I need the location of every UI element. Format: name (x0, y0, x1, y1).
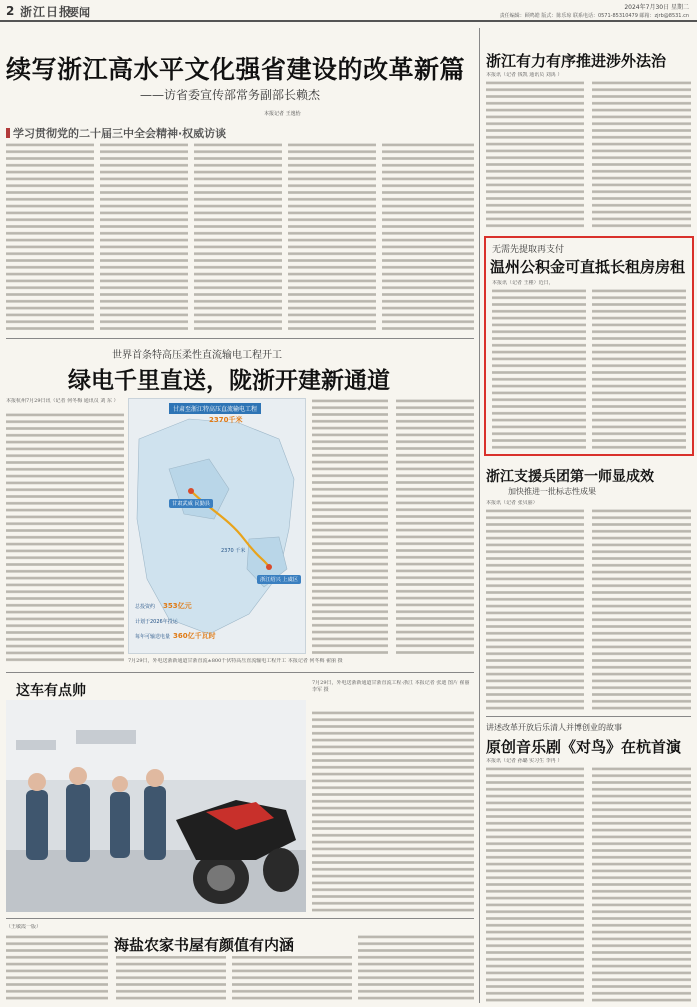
legend-transmission-label: 每年可输送电量 (135, 634, 171, 640)
lead-byline: 本报记者 王逸怡 (264, 111, 301, 117)
page-number: 2 (6, 4, 15, 18)
map-title: 甘肃至浙江特高压直流输电工程 (169, 403, 261, 414)
bottom-byline: （王敏霞一版） (6, 924, 42, 930)
grid-headline: 绿电千里直送，陇浙开建新通道 (68, 367, 390, 394)
map-legend (135, 599, 265, 645)
grid-dateline: 本报杭州7月29日讯（记者 何冬梅 通讯员 刘 东 ） (6, 398, 119, 404)
farm-caption: 7月29日，外电送浙新通道甘浙直流工程·浙江 本报记者 张迪 图片 翟丽 李军 摄 (312, 680, 470, 693)
issue-date: 2024年7月30日 星期二 (624, 4, 689, 11)
lead-subheadline: ——访省委宣传部常务副部长赖杰 (140, 88, 321, 102)
xinjiang-body (486, 508, 691, 712)
grid-body-left (6, 412, 124, 662)
farm-divider (6, 918, 474, 919)
grid-footer: 7月29日，外电送浙新通道甘浙直流±800千伏特高压直流输电工程开工 本报记者 何冬梅 翟丽 摄 (128, 658, 343, 664)
xinjiang-headline: 浙江支援兵团第一师显成效 (486, 469, 654, 485)
housing-fund-kicker: 无需先提取再支付 (492, 245, 565, 255)
section-name: 要闻 (68, 6, 90, 19)
grid-kicker: 世界首条特高压柔性直流输电工程开工 (112, 350, 282, 361)
legend-operation-label: 计划于2026年投运 (135, 619, 178, 625)
grid-body-right (312, 398, 474, 654)
editor-credits: 责任编辑：顾鸣皓 版式：陈乐琼 联系电话：0571-85310479 邮箱：zjrb@8531.cn (499, 13, 689, 19)
opera-headline: 原创音乐剧《对鸟》在杭首演 (486, 738, 682, 756)
lead-divider (6, 338, 474, 339)
map-distance-route: 2370 千米 (221, 548, 246, 554)
motorcycle-photo (6, 700, 306, 912)
legend-investment-label: 总投资约 (135, 604, 156, 610)
right-top-byline: 本报讯（记者 钱凯 通讯员 刘禹 ） (486, 72, 563, 78)
bottom-body-text (6, 934, 474, 1002)
paper-name: 浙江日报 (20, 5, 73, 19)
xinjiang-subheadline: 加快推进一批标志性成果 (508, 487, 596, 496)
bottom-headline: 海盐农家书屋有颜值有内涵 (114, 936, 295, 954)
map-distance-top: 2370千米 (209, 416, 243, 424)
lead-headline: 续写浙江高水平文化强省建设的改革新篇 (6, 55, 466, 84)
lead-body-text (6, 142, 474, 330)
farm-headline: 这车有点帅 (16, 683, 86, 699)
opera-body (486, 766, 691, 1002)
right-top-body (486, 80, 691, 230)
power-line-map (128, 398, 306, 654)
housing-fund-headline: 温州公积金可直抵长租房房租 (490, 258, 686, 276)
legend-investment-value: 353亿元 (163, 602, 192, 610)
right-mid-divider (486, 716, 691, 717)
masthead (0, 0, 697, 22)
map-label-destination: 浙江绍兴 上虞区 (257, 575, 301, 584)
opera-kicker: 讲述改革开放后乐清人并博创业的故事 (486, 723, 622, 732)
lead-section-tag: 学习贯彻党的二十届三中全会精神·权威访谈 (6, 125, 226, 141)
right-top-headline: 浙江有力有序推进涉外法治 (486, 52, 667, 70)
right-column-rule (479, 28, 480, 1003)
farm-photo (6, 700, 306, 912)
map-label-origin: 甘肃武威 民勤县 (169, 499, 213, 508)
legend-transmission-value: 360亿千瓦时 (173, 632, 216, 640)
farm-body-text (312, 710, 474, 912)
opera-byline: 本报讯（记者 孙璐 实习生 李冉 ） (486, 758, 563, 764)
grid-divider (6, 672, 474, 673)
xinjiang-byline: 本报讯（记者 张贝丽） (486, 500, 538, 506)
housing-fund-byline: 本报讯（记者 王槿）近日， (492, 280, 554, 286)
housing-fund-body (492, 288, 686, 450)
